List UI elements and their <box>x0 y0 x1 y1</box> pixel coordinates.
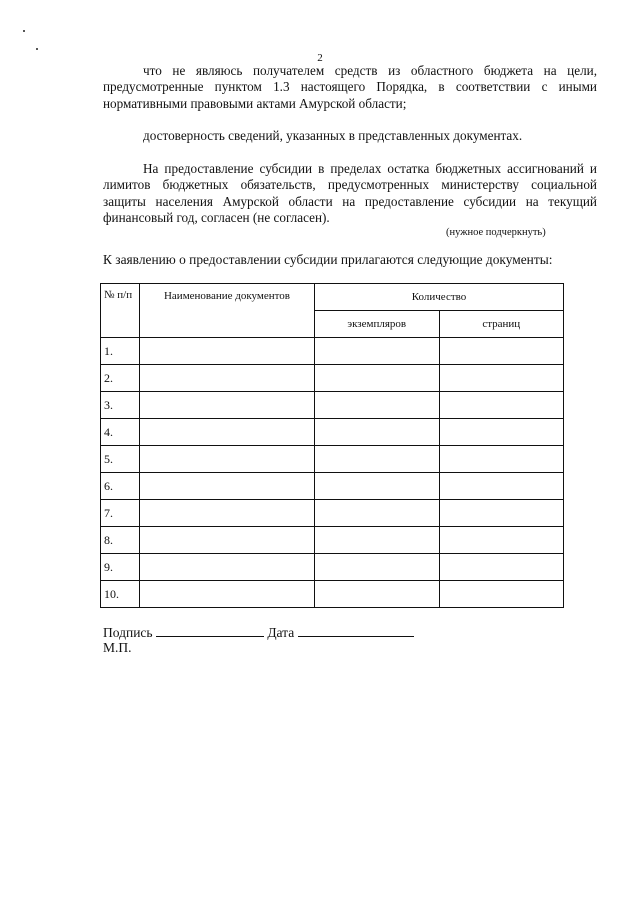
scan-speck <box>36 48 38 50</box>
row-number: 10. <box>101 581 140 608</box>
table-row <box>101 419 564 446</box>
pages-cell[interactable] <box>439 554 564 581</box>
pages-cell[interactable] <box>439 527 564 554</box>
header-copies: экземпляров <box>315 311 440 338</box>
documents-table <box>100 283 564 608</box>
document-name-cell[interactable] <box>140 527 315 554</box>
page-number: 2 <box>317 52 323 64</box>
document-name-cell[interactable] <box>140 392 315 419</box>
row-number: 3. <box>101 392 140 419</box>
header-pages: страниц <box>439 311 564 338</box>
row-number: 9. <box>101 554 140 581</box>
row-number: 7. <box>101 500 140 527</box>
copies-cell[interactable] <box>315 527 440 554</box>
signature-field[interactable] <box>156 624 264 637</box>
copies-cell[interactable] <box>315 365 440 392</box>
row-number: 1. <box>101 338 140 365</box>
header-number: № п/п <box>101 284 140 338</box>
table-row <box>101 581 564 608</box>
paragraph-consent: На предоставление субсидии в пределах остатка бюджетных ассигнований и лимитов бюджетных обязательств, предусмотренных министерству социальной защиты населения Амурской области на предоставление субсидии на текущий финансовый год, согласен (не согласен). <box>103 161 597 226</box>
stamp-label: М.П. <box>103 640 132 655</box>
table-row <box>101 392 564 419</box>
table-row <box>101 500 564 527</box>
signature-label: Подпись <box>103 625 153 640</box>
copies-cell[interactable] <box>315 473 440 500</box>
document-name-cell[interactable] <box>140 338 315 365</box>
document-name-cell[interactable] <box>140 473 315 500</box>
table-row <box>101 473 564 500</box>
pages-cell[interactable] <box>439 338 564 365</box>
date-label: Дата <box>267 625 295 640</box>
copies-cell[interactable] <box>315 338 440 365</box>
row-number: 5. <box>101 446 140 473</box>
document-name-cell[interactable] <box>140 554 315 581</box>
attachments-intro: К заявлению о предоставлении субсидии прилагаются следующие документы: <box>103 252 553 267</box>
row-number: 2. <box>101 365 140 392</box>
document-name-cell[interactable] <box>140 581 315 608</box>
row-number: 8. <box>101 527 140 554</box>
pages-cell[interactable] <box>439 500 564 527</box>
pages-cell[interactable] <box>439 446 564 473</box>
document-name-cell[interactable] <box>140 419 315 446</box>
date-field[interactable] <box>298 624 414 637</box>
scan-speck <box>23 30 25 32</box>
table-row <box>101 554 564 581</box>
document-name-cell[interactable] <box>140 500 315 527</box>
pages-cell[interactable] <box>439 365 564 392</box>
signature-row <box>103 624 414 641</box>
underline-note: (нужное подчеркнуть) <box>446 227 546 238</box>
pages-cell[interactable] <box>439 419 564 446</box>
document-name-cell[interactable] <box>140 446 315 473</box>
copies-cell[interactable] <box>315 581 440 608</box>
pages-cell[interactable] <box>439 392 564 419</box>
pages-cell[interactable] <box>439 473 564 500</box>
paragraph-accuracy: достоверность сведений, указанных в представленных документах. <box>143 128 523 143</box>
table-row <box>101 365 564 392</box>
copies-cell[interactable] <box>315 554 440 581</box>
pages-cell[interactable] <box>439 581 564 608</box>
table-row <box>101 338 564 365</box>
table-row <box>101 446 564 473</box>
document-name-cell[interactable] <box>140 365 315 392</box>
copies-cell[interactable] <box>315 419 440 446</box>
paragraph-confirmation: что не являюсь получателем средств из областного бюджета на цели, предусмотренные пунктом 1.3 настоящего Порядка, в соответствии с иными нормативными правовыми актами Амурской области; <box>103 63 597 111</box>
header-document-name: Наименование документов <box>140 284 315 338</box>
row-number: 6. <box>101 473 140 500</box>
copies-cell[interactable] <box>315 500 440 527</box>
row-number: 4. <box>101 419 140 446</box>
table-row <box>101 527 564 554</box>
copies-cell[interactable] <box>315 446 440 473</box>
copies-cell[interactable] <box>315 392 440 419</box>
header-quantity: Количество <box>315 284 564 311</box>
